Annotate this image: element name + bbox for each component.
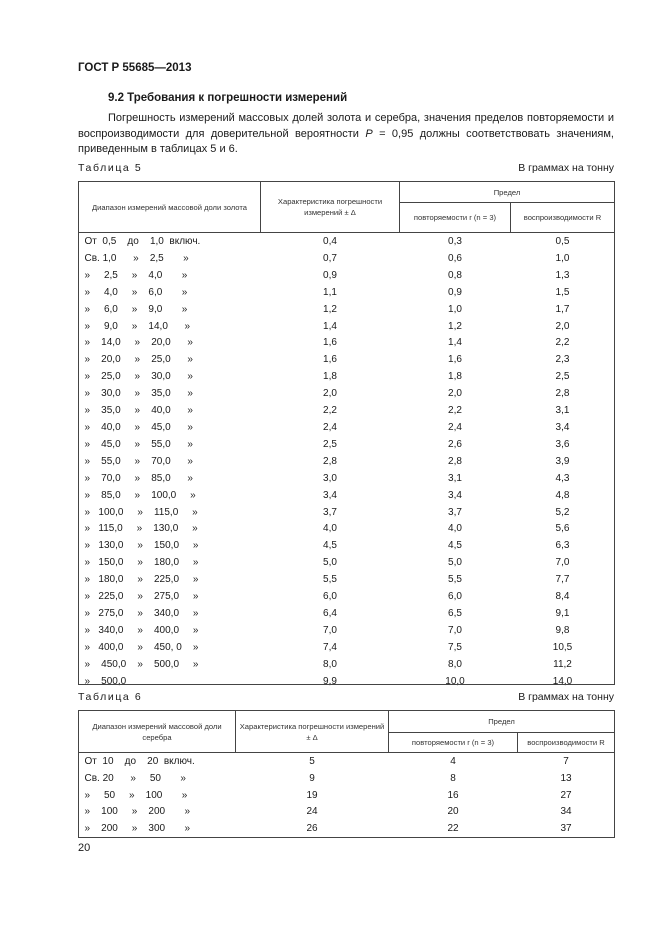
delta-cell: 6,4	[323, 607, 337, 619]
reproducibility-cell: 34	[560, 806, 572, 818]
range-cell: » 200 » 300 »	[84, 823, 191, 835]
intro-paragraph	[78, 111, 614, 158]
repeatability-cell: 3,7	[448, 506, 462, 518]
repeatability-cell: 6,0	[448, 591, 462, 603]
delta-cell: 0,9	[323, 269, 337, 281]
range-cell: Св. 20 » 50 »	[84, 772, 186, 784]
document-id: ГОСТ Р 55685—2013	[78, 62, 192, 74]
reproducibility-cell: 1,5	[555, 286, 570, 298]
range-cell: » 115,0 » 130,0 »	[84, 523, 198, 535]
repeatability-cell: 0,8	[448, 269, 462, 281]
range-cell: » 70,0 » 85,0 »	[84, 472, 193, 484]
reproducibility-cell: 1,0	[555, 252, 570, 264]
range-cell: » 35,0 » 40,0 »	[84, 405, 193, 417]
delta-cell: 3,7	[323, 506, 337, 518]
table-row	[79, 488, 615, 505]
range-cell: » 150,0 » 180,0 »	[84, 557, 199, 569]
range-cell: » 275,0 » 340,0 »	[84, 607, 199, 619]
repeatability-cell: 4	[450, 756, 456, 767]
range-cell: » 225,0 » 275,0 »	[84, 591, 199, 603]
table-row	[79, 521, 615, 538]
reproducibility-cell: 27	[560, 789, 572, 801]
table-row	[79, 352, 615, 369]
reproducibility-cell: 14,0	[552, 675, 573, 687]
delta-cell: 2,4	[323, 421, 337, 433]
delta-cell: 4,5	[323, 540, 337, 552]
delta-cell: 9,9	[323, 675, 337, 687]
delta-cell: 5,5	[323, 574, 337, 586]
table6-units: В граммах на тонну	[518, 691, 614, 703]
table5-header-limit: Предел	[400, 182, 615, 203]
page-number: 20	[78, 842, 91, 854]
reproducibility-cell: 13	[560, 772, 572, 784]
reproducibility-cell: 3,4	[555, 421, 570, 433]
table-row	[79, 771, 615, 788]
reproducibility-cell: 11,2	[553, 658, 572, 670]
range-cell: » 340,0 » 400,0 »	[84, 624, 199, 636]
reproducibility-cell: 2,5	[555, 371, 570, 383]
reproducibility-cell: 4,3	[555, 472, 570, 484]
repeatability-cell: 1,0	[448, 303, 462, 315]
table-row	[79, 657, 615, 674]
table-row	[79, 386, 615, 403]
reproducibility-cell: 9,1	[555, 607, 570, 619]
delta-cell: 3,0	[323, 472, 337, 484]
table5-units: В граммах на тонну	[518, 162, 614, 174]
range-cell: » 14,0 » 20,0 »	[84, 337, 193, 349]
range-cell: » 30,0 » 35,0 »	[84, 388, 193, 400]
repeatability-cell: 5,5	[448, 574, 462, 586]
table-row	[79, 454, 615, 471]
reproducibility-cell: 1,7	[555, 303, 570, 315]
table6-header-reproducibility: воспроизводимости R	[518, 733, 615, 753]
repeatability-cell: 8	[450, 772, 456, 784]
delta-cell: 2,0	[323, 388, 337, 400]
range-cell: » 180,0 » 225,0 »	[84, 574, 199, 586]
delta-cell: 1,4	[323, 320, 337, 332]
table-row	[79, 285, 615, 302]
repeatability-cell: 2,6	[448, 438, 462, 450]
delta-cell: 2,2	[323, 405, 337, 417]
table-row	[79, 623, 615, 640]
repeatability-cell: 2,0	[448, 388, 462, 400]
table6-header-characteristic: Характеристика погрешности измерений ± Δ	[236, 711, 389, 753]
table-row	[79, 302, 615, 319]
delta-cell: 0,7	[323, 252, 337, 264]
reproducibility-cell: 10,5	[552, 641, 573, 653]
delta-cell: 3,4	[323, 489, 337, 501]
repeatability-cell: 7,0	[448, 624, 462, 636]
table-row	[79, 821, 615, 838]
table-row	[79, 369, 615, 386]
reproducibility-cell: 0,5	[555, 236, 570, 247]
range-cell: » 450,0 » 500,0 »	[84, 658, 199, 670]
table-row	[79, 674, 615, 691]
reproducibility-cell: 7	[563, 756, 569, 767]
reproducibility-cell: 3,9	[555, 455, 570, 467]
table-row	[79, 268, 615, 285]
delta-cell: 1,6	[323, 337, 337, 349]
delta-cell: 4,0	[323, 523, 337, 535]
repeatability-cell: 0,3	[448, 236, 462, 247]
reproducibility-cell: 3,6	[555, 438, 570, 450]
reproducibility-cell: 1,3	[555, 269, 570, 281]
reproducibility-cell: 8,4	[555, 591, 570, 603]
reproducibility-cell: 4,8	[555, 489, 570, 501]
table-row	[79, 589, 615, 606]
range-cell: » 55,0 » 70,0 »	[84, 455, 193, 467]
repeatability-cell: 6,5	[448, 607, 462, 619]
repeatability-cell: 3,1	[448, 472, 462, 484]
table-row	[79, 555, 615, 572]
delta-cell: 1,1	[323, 286, 337, 298]
table-row	[79, 572, 615, 589]
range-cell: » 100 » 200 »	[84, 806, 191, 818]
table6	[78, 710, 615, 838]
table-row	[79, 471, 615, 488]
table5	[78, 181, 615, 690]
table-row	[79, 788, 615, 805]
delta-cell: 2,5	[323, 438, 337, 450]
delta-cell: 5,0	[323, 557, 337, 569]
range-cell: » 130,0 » 150,0 »	[84, 540, 199, 552]
range-cell: » 85,0 » 100,0 »	[84, 489, 196, 501]
table5-header-repeatability: повторяемости r (n = 3)	[400, 203, 511, 233]
table5-header-reproducibility: воспроизводимости R	[511, 203, 615, 233]
repeatability-cell: 22	[447, 823, 459, 835]
repeatability-cell: 0,9	[448, 286, 462, 298]
repeatability-cell: 5,0	[448, 557, 462, 569]
table-row	[79, 335, 615, 352]
delta-cell: 7,0	[323, 624, 337, 636]
table-row	[79, 606, 615, 623]
range-cell: » 4,0 » 6,0 »	[84, 286, 188, 298]
delta-cell: 2,8	[323, 455, 337, 467]
repeatability-cell: 3,4	[448, 489, 462, 501]
table6-caption: Таблица 6	[78, 691, 143, 703]
range-cell: » 100,0 » 115,0 »	[84, 506, 198, 518]
table-row	[79, 251, 615, 268]
delta-cell: 0,4	[323, 236, 337, 247]
table5-header-range: Диапазон измерений массовой доли золота	[79, 182, 261, 233]
repeatability-cell: 1,2	[448, 320, 462, 332]
table-row	[79, 403, 615, 420]
table6-header-range: Диапазон измерений массовой доли серебра	[79, 711, 236, 753]
table-row	[79, 538, 615, 555]
paragraph-text-1: Погрешность измерений массовых долей золота и серебра, значения пределов повторяемости и воспроизводимости для доверительной вероятности	[78, 112, 614, 140]
delta-cell: 8,0	[323, 658, 337, 670]
delta-cell: 5	[309, 756, 315, 767]
range-cell: » 2,5 » 4,0 »	[84, 269, 188, 281]
range-cell: » 400,0 » 450, 0 »	[84, 641, 199, 653]
repeatability-cell: 4,5	[448, 540, 462, 552]
range-cell: » 6,0 » 9,0 »	[84, 303, 188, 315]
delta-cell: 1,2	[323, 303, 337, 315]
table-row	[79, 319, 615, 336]
repeatability-cell: 1,6	[448, 354, 462, 366]
repeatability-cell: 1,4	[448, 337, 462, 349]
range-cell: » 45,0 » 55,0 »	[84, 438, 193, 450]
table-row	[79, 505, 615, 522]
range-cell: » 50 » 100 »	[84, 789, 188, 801]
range-cell: » 40,0 » 45,0 »	[84, 421, 193, 433]
table6-header-repeatability: повторяемости r (n = 3)	[389, 733, 518, 753]
delta-cell: 9	[309, 772, 315, 784]
table5-header-characteristic: Характеристика погрешности измерений ± Δ	[261, 182, 400, 233]
reproducibility-cell: 2,8	[555, 388, 570, 400]
table6-body	[79, 753, 615, 838]
reproducibility-cell: 5,6	[555, 523, 570, 535]
repeatability-cell: 8,0	[448, 658, 462, 670]
table-row	[79, 233, 615, 251]
repeatability-cell: 0,6	[448, 252, 462, 264]
reproducibility-cell: 9,8	[555, 624, 570, 636]
range-cell: » 500,0	[84, 675, 127, 687]
delta-cell: 7,4	[323, 641, 337, 653]
range-cell: » 9,0 » 14,0 »	[84, 320, 191, 332]
reproducibility-cell: 7,0	[555, 557, 570, 569]
range-cell: От 10 до 20 включ.	[84, 756, 195, 767]
delta-cell: 1,6	[323, 354, 337, 366]
reproducibility-cell: 37	[560, 823, 572, 835]
table6-header-limit: Предел	[389, 711, 615, 733]
table-row	[79, 640, 615, 657]
range-cell: Св. 1,0 » 2,5 »	[84, 252, 189, 264]
table-row	[79, 753, 615, 771]
table-row	[79, 437, 615, 454]
reproducibility-cell: 7,7	[555, 574, 570, 586]
delta-cell: 6,0	[323, 591, 337, 603]
range-cell: » 20,0 » 25,0 »	[84, 354, 193, 366]
repeatability-cell: 20	[447, 806, 459, 818]
range-cell: » 25,0 » 30,0 »	[84, 371, 193, 383]
range-cell: От 0,5 до 1,0 включ.	[84, 236, 201, 247]
paragraph-symbol-p: P	[365, 127, 373, 140]
delta-cell: 19	[306, 789, 318, 801]
delta-cell: 26	[306, 823, 318, 835]
reproducibility-cell: 2,2	[555, 337, 570, 349]
table-row	[79, 420, 615, 437]
repeatability-cell: 2,8	[448, 455, 462, 467]
repeatability-cell: 2,4	[448, 421, 462, 433]
repeatability-cell: 10,0	[445, 675, 465, 687]
reproducibility-cell: 5,2	[555, 506, 570, 518]
section-title: 9.2 Требования к погрешности измерений	[108, 92, 348, 104]
repeatability-cell: 2,2	[448, 405, 462, 417]
paragraph-text-2: = 0,95 должны соответствовать значениям, приведенным в таблицах 5 и 6.	[78, 127, 614, 155]
delta-cell: 1,8	[323, 371, 337, 383]
reproducibility-cell: 6,3	[555, 540, 570, 552]
reproducibility-cell: 2,0	[555, 320, 570, 332]
delta-cell: 24	[306, 806, 318, 818]
repeatability-cell: 1,8	[448, 371, 462, 383]
table5-caption: Таблица 5	[78, 162, 143, 174]
table5-body	[79, 233, 615, 691]
reproducibility-cell: 2,3	[555, 354, 570, 366]
reproducibility-cell: 3,1	[555, 405, 570, 417]
repeatability-cell: 16	[447, 789, 459, 801]
repeatability-cell: 7,5	[448, 641, 462, 653]
table-row	[79, 804, 615, 821]
repeatability-cell: 4,0	[448, 523, 462, 535]
